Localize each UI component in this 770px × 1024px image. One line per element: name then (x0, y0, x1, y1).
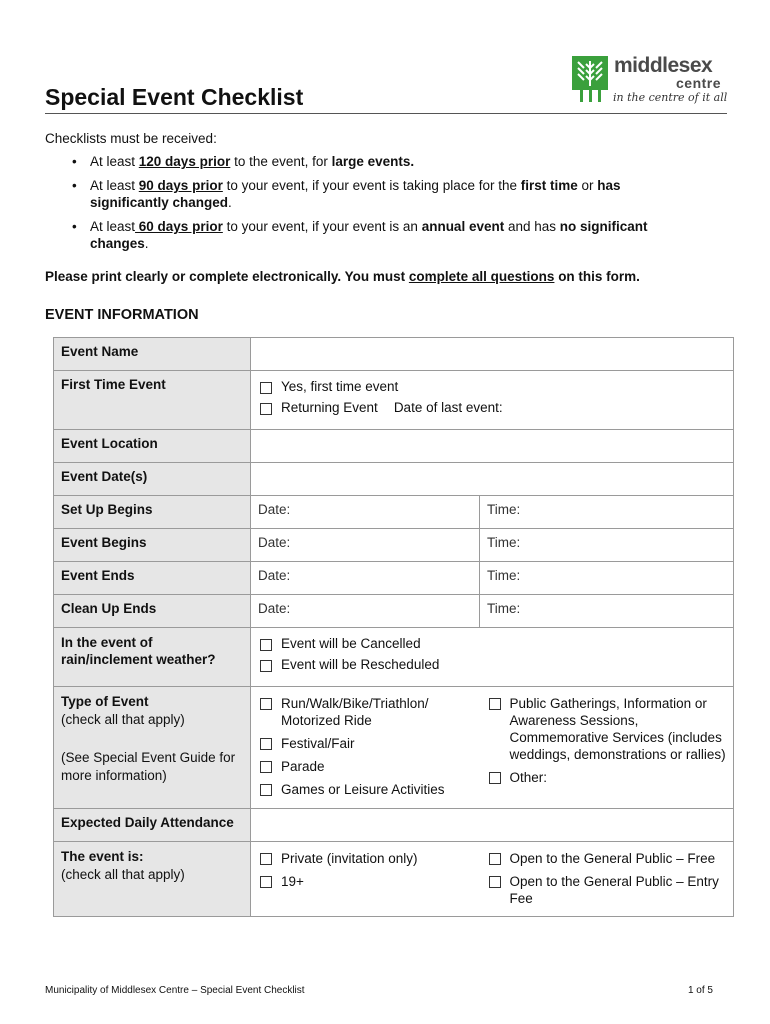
ends-time-field[interactable]: Time: (480, 562, 734, 595)
table-row (54, 842, 734, 917)
type-parade-option[interactable]: Parade (258, 758, 473, 775)
ends-date-field[interactable]: Date: (251, 562, 480, 595)
checkbox[interactable] (489, 876, 501, 888)
checkbox[interactable] (260, 876, 272, 888)
middlesex-logo (572, 54, 728, 108)
event-dates-field[interactable] (251, 463, 734, 496)
checkbox[interactable] (489, 698, 501, 710)
checkbox[interactable] (260, 738, 272, 750)
setup-date-field[interactable]: Date: (251, 496, 480, 529)
checkbox[interactable] (260, 784, 272, 796)
adults-only-option[interactable]: 19+ (258, 873, 473, 890)
event-is-sub: (check all that apply) (61, 867, 185, 882)
begins-label: Event Begins (54, 529, 251, 562)
table-row (54, 687, 734, 809)
cleanup-label: Clean Up Ends (54, 595, 251, 628)
list-item: • At least 120 days prior to the event, for large events. (72, 153, 685, 170)
event-location-label: Event Location (54, 430, 251, 463)
type-public-gatherings-option[interactable]: Public Gatherings, Information or Awareness Sessions, Commemorative Services (includes weddings, demonstrations or rallies) (487, 695, 727, 763)
title-divider (45, 113, 727, 114)
event-type-label: Type of Event (61, 694, 149, 709)
type-festival-option[interactable]: Festival/Fair (258, 735, 473, 752)
table-row (54, 628, 734, 687)
type-games-option[interactable]: Games or Leisure Activities (258, 781, 473, 798)
attendance-label: Expected Daily Attendance (54, 809, 251, 842)
table-row (54, 595, 734, 628)
type-run-option[interactable]: Run/Walk/Bike/Triathlon/ Motorized Ride (258, 695, 473, 729)
checkbox[interactable] (260, 639, 272, 651)
event-type-sub: (check all that apply) (61, 712, 185, 727)
table-row (54, 430, 734, 463)
instructions-notice: Please print clearly or complete electronically. You must complete all questions on this form. (45, 269, 640, 284)
list-item: • At least 90 days prior to your event, if your event is taking place for the first time or has significantly changed. (72, 177, 685, 211)
private-option[interactable]: Private (invitation only) (258, 850, 473, 867)
last-event-date-label: Date of last event: (393, 400, 503, 415)
rain-label: In the event of rain/inclement weather? (54, 628, 251, 687)
public-fee-option[interactable]: Open to the General Public – Entry Fee (487, 873, 727, 907)
event-type-note: (See Special Event Guide for more information) (61, 750, 236, 783)
checkbox[interactable] (260, 698, 272, 710)
table-row (54, 371, 734, 430)
event-is-label: The event is: (61, 849, 144, 864)
type-other-option[interactable]: Other: (487, 769, 727, 786)
table-row (54, 338, 734, 371)
event-name-label: Event Name (54, 338, 251, 371)
checkbox[interactable] (260, 382, 272, 394)
section-title: EVENT INFORMATION (45, 307, 199, 323)
list-item: • At least 60 days prior to your event, if your event is an annual event and has no significant changes. (72, 218, 685, 252)
rain-reschedule-option[interactable]: Event will be Rescheduled (258, 657, 726, 672)
checkbox[interactable] (260, 853, 272, 865)
event-dates-label: Event Date(s) (54, 463, 251, 496)
cleanup-time-field[interactable]: Time: (480, 595, 734, 628)
checkbox[interactable] (489, 772, 501, 784)
intro-text: Checklists must be received: (45, 131, 217, 146)
first-time-label: First Time Event (54, 371, 251, 430)
deadline-list (45, 153, 685, 259)
page-title: Special Event Checklist (45, 84, 304, 110)
rain-cancel-option[interactable]: Event will be Cancelled (258, 636, 726, 651)
ends-label: Event Ends (54, 562, 251, 595)
checkbox[interactable] (260, 660, 272, 672)
table-row (54, 496, 734, 529)
checkbox[interactable] (260, 761, 272, 773)
table-row (54, 529, 734, 562)
page-number: 1 of 5 (687, 985, 713, 996)
table-row (54, 463, 734, 496)
setup-label: Set Up Begins (54, 496, 251, 529)
event-information-table (53, 337, 734, 917)
setup-time-field[interactable]: Time: (480, 496, 734, 529)
event-name-field[interactable] (251, 338, 734, 371)
table-row (54, 562, 734, 595)
logo-name: middlesex (614, 54, 713, 77)
begins-date-field[interactable]: Date: (251, 529, 480, 562)
attendance-field[interactable] (251, 809, 734, 842)
checkbox[interactable] (489, 853, 501, 865)
table-row (54, 809, 734, 842)
footer-text: Municipality of Middlesex Centre – Special Event Checklist (45, 985, 305, 996)
logo-centre: centre (676, 75, 722, 91)
first-time-yes-option[interactable]: Yes, first time event (258, 379, 726, 394)
returning-event-option[interactable]: Returning Event Date of last event: (258, 400, 726, 415)
event-location-field[interactable] (251, 430, 734, 463)
cleanup-date-field[interactable]: Date: (251, 595, 480, 628)
begins-time-field[interactable]: Time: (480, 529, 734, 562)
checkbox[interactable] (260, 403, 272, 415)
public-free-option[interactable]: Open to the General Public – Free (487, 850, 727, 867)
logo-tagline: in the centre of it all (613, 91, 728, 104)
tree-logo-icon (572, 56, 608, 102)
